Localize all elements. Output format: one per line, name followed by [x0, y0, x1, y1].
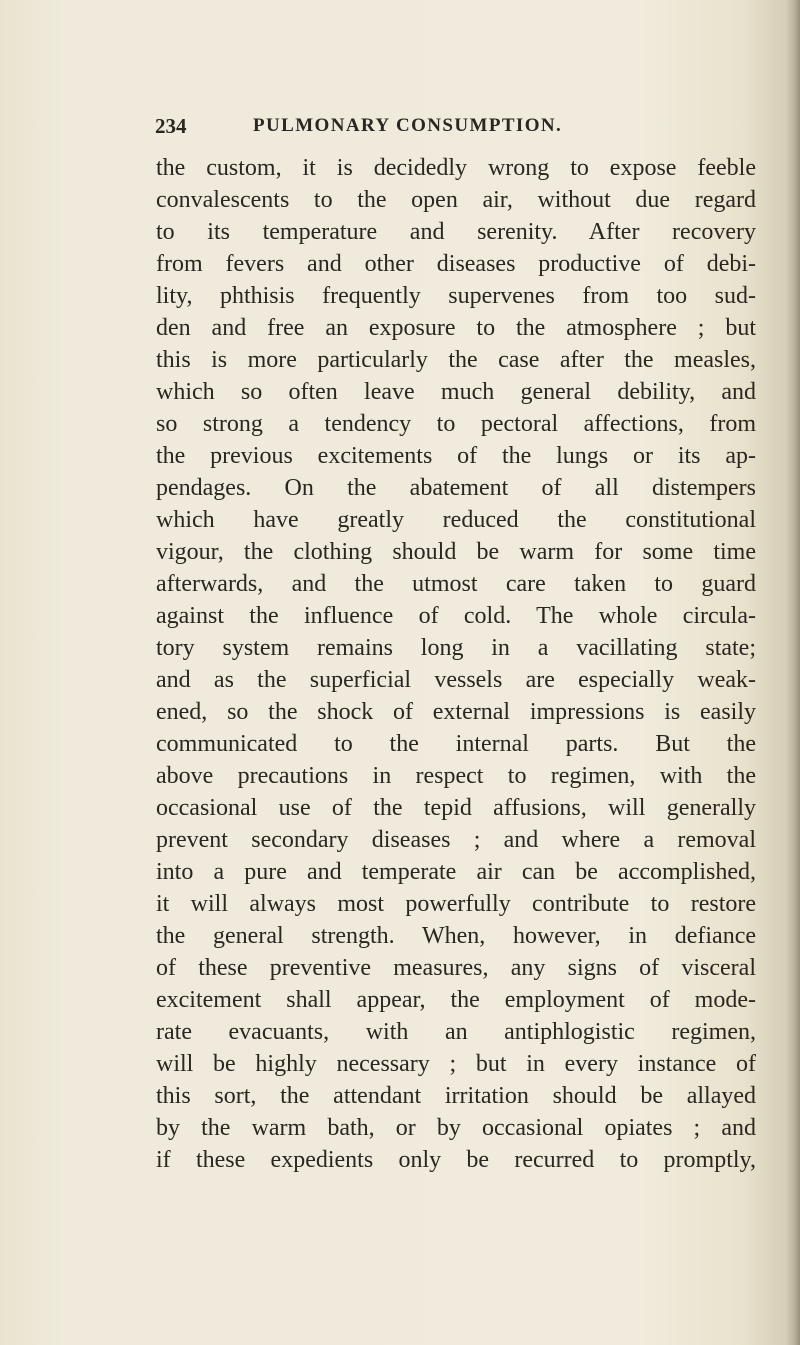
- text-line: the custom, it is decidedly wrong to expose feeble: [156, 155, 756, 181]
- text-line: it will always most powerfully contribute to restore: [156, 891, 756, 917]
- text-line: from fevers and other diseases productive of debi-: [156, 251, 756, 277]
- text-line: which so often leave much general debility, and: [156, 379, 756, 405]
- text-line: above precautions in respect to regimen, with the: [156, 763, 756, 789]
- text-line: rate evacuants, with an antiphlogistic regimen,: [156, 1019, 756, 1045]
- text-line: pendages. On the abatement of all distempers: [156, 475, 756, 501]
- text-line: if these expedients only be recurred to promptly,: [156, 1147, 756, 1173]
- page-number: 234: [155, 114, 187, 138]
- text-line: which have greatly reduced the constitutional: [156, 507, 756, 533]
- text-line: prevent secondary diseases ; and where a removal: [156, 827, 756, 853]
- text-line: vigour, the clothing should be warm for some time: [156, 539, 756, 565]
- running-title: PULMONARY CONSUMPTION.: [253, 115, 563, 136]
- text-line: excitement shall appear, the employment of mode-: [156, 987, 756, 1013]
- text-line: against the influence of cold. The whole circula-: [156, 603, 756, 629]
- text-line: the general strength. When, however, in defiance: [156, 923, 756, 949]
- text-line: of these preventive measures, any signs of visceral: [156, 955, 756, 981]
- text-line: to its temperature and serenity. After recovery: [156, 219, 756, 245]
- running-head: [155, 114, 755, 140]
- text-line: this is more particularly the case after the measles,: [156, 347, 756, 373]
- text-line: and as the superficial vessels are especially weak-: [156, 667, 756, 693]
- text-line: this sort, the attendant irritation should be allayed: [156, 1083, 756, 1109]
- text-line: into a pure and temperate air can be accomplished,: [156, 859, 756, 885]
- text-line: communicated to the internal parts. But the: [156, 731, 756, 757]
- text-line: occasional use of the tepid affusions, will generally: [156, 795, 756, 821]
- text-line: will be highly necessary ; but in every instance of: [156, 1051, 756, 1077]
- text-line: afterwards, and the utmost care taken to guard: [156, 571, 756, 597]
- body-text: [156, 152, 756, 1176]
- text-line: lity, phthisis frequently supervenes from too sud-: [156, 283, 756, 309]
- text-line: by the warm bath, or by occasional opiates ; and: [156, 1115, 756, 1141]
- text-line: ened, so the shock of external impressions is easily: [156, 699, 756, 725]
- text-line: so strong a tendency to pectoral affections, from: [156, 411, 756, 437]
- text-line: tory system remains long in a vacillating state;: [156, 635, 756, 661]
- text-line: the previous excitements of the lungs or its ap-: [156, 443, 756, 469]
- text-line: convalescents to the open air, without due regard: [156, 187, 756, 213]
- page-edge-shadow: [786, 0, 800, 1345]
- text-line: den and free an exposure to the atmosphere ; but: [156, 315, 756, 341]
